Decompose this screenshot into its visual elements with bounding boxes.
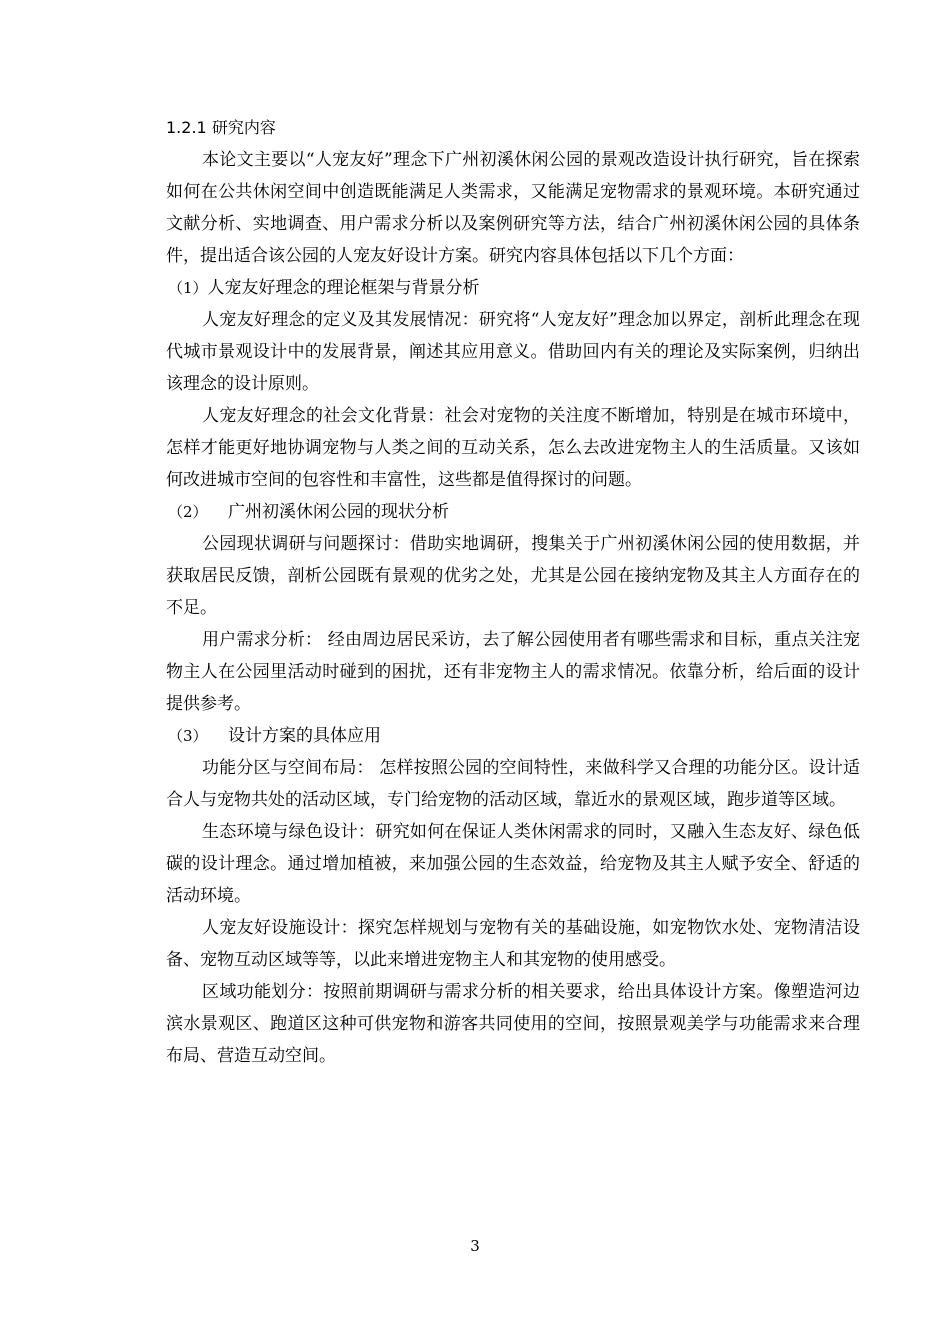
section-number: 1.2.1: [166, 118, 207, 137]
page-number: 3: [470, 1237, 480, 1255]
item-number-1: （1）: [168, 279, 208, 297]
page-content: [166, 112, 860, 1072]
item-3-paragraph-4: 区域功能划分：按照前期调研与需求分析的相关要求，给出具体设计方案。像塑造河边滨水景观区、跑道区这种可供宠物和游客共同使用的空间，按照景观美学与功能需求来合理布局、营造互动空间。: [166, 982, 860, 1066]
item-heading-1: [166, 272, 860, 304]
section-heading: [166, 112, 860, 144]
item-3-paragraph-2: 生态环境与绿色设计：研究如何在保证人类休闲需求的同时，又融入生态友好、绿色低碳的设计理念。通过增加植被，来加强公园的生态效益，给宠物及其主人赋予安全、舒适的活动环境。: [166, 822, 860, 906]
item-3-paragraph-3: 人宠友好设施设计：探究怎样规划与宠物有关的基础设施，如宠物饮水处、宠物清洁设备、宠物互动区域等等，以此来增进宠物主人和其宠物的使用感受。: [166, 918, 860, 970]
item-heading-2: [166, 496, 860, 528]
section-title: 研究内容: [211, 118, 276, 137]
item-title-3: 设计方案的具体应用: [228, 726, 381, 746]
item-number-2: （2）: [168, 503, 208, 521]
intro-paragraph: 本论文主要以“人宠友好”理念下广州初溪休闲公园的景观改造设计执行研究，旨在探索如何在公共休闲空间中创造既能满足人类需求，又能满足宠物需求的景观环境。本研究通过文献分析、实地调查、用户需求分析以及案例研究等方法，结合广州初溪休闲公园的具体条件，提出适合该公园的人宠友好设计方案。研究内容具体包括以下几个方面：: [166, 150, 860, 266]
item-number-3: （3）: [168, 727, 208, 745]
item-title-1: 人宠友好理念的理论框架与背景分析: [207, 278, 480, 298]
item-1-paragraph-1: 人宠友好理念的定义及其发展情况：研究将“人宠友好”理念加以界定，剖析此理念在现代城市景观设计中的发展背景，阐述其应用意义。借助回内有关的理论及实际案例，归纳出该理念的设计原则。: [166, 310, 860, 394]
item-1-paragraph-2: 人宠友好理念的社会文化背景：社会对宠物的关注度不断增加，特别是在城市环境中，怎样才能更好地协调宠物与人类之间的互动关系，怎么去改进宠物主人的生活质量。又该如何改进城市空间的包容性和丰富性，这些都是值得探讨的问题。: [166, 406, 860, 490]
item-2-paragraph-2: 用户需求分析： 经由周边居民采访，去了解公园使用者有哪些需求和目标，重点关注宠物主人在公园里活动时碰到的困扰，还有非宠物主人的需求情况。依靠分析，给后面的设计提供参考。: [166, 630, 860, 714]
item-title-2: 广州初溪休闲公园的现状分析: [228, 502, 449, 522]
item-3-paragraph-1: 功能分区与空间布局： 怎样按照公园的空间特性，来做科学又合理的功能分区。设计适合人与宠物共处的活动区域，专门给宠物的活动区域，靠近水的景观区域，跑步道等区域。: [166, 758, 860, 810]
item-2-paragraph-1: 公园现状调研与问题探讨：借助实地调研，搜集关于广州初溪休闲公园的使用数据，并获取居民反馈，剖析公园既有景观的优劣之处，尤其是公园在接纳宠物及其主人方面存在的不足。: [166, 534, 860, 618]
item-heading-3: [166, 720, 860, 752]
